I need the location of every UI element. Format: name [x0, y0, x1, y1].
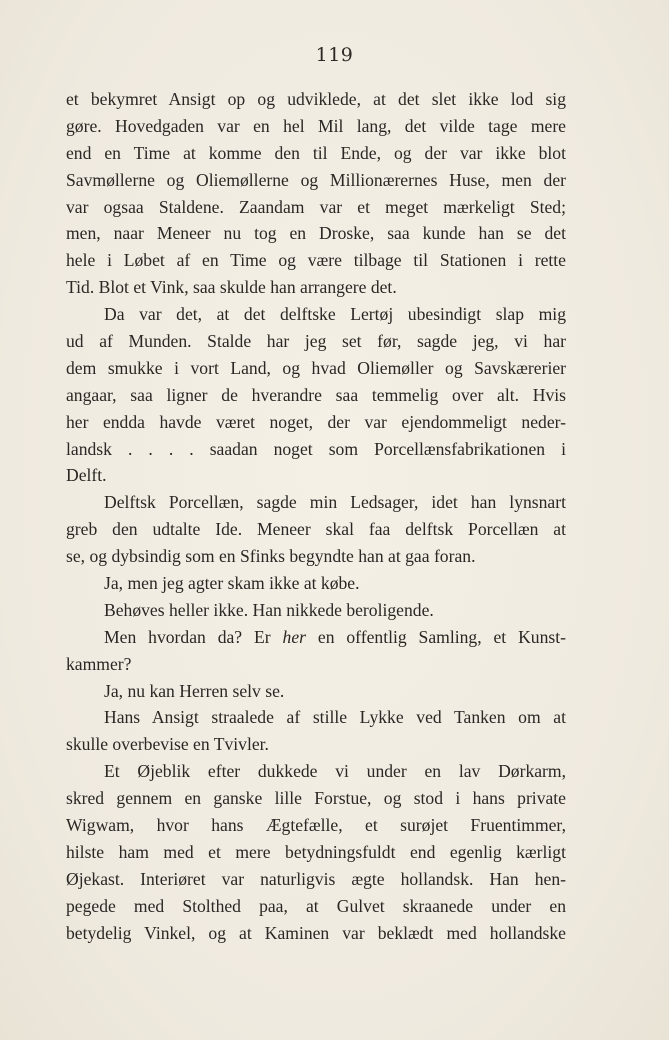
text-line: Da var det, at det delftske Lertøj ubesindigt slap mig	[104, 304, 566, 325]
text-line: Wigwam, hvor hans Ægtefælle, et surøjet Fruentimmer,	[66, 815, 566, 836]
text-line: var ogsaa Staldene. Zaandam var et meget mærkeligt Sted;	[66, 196, 566, 217]
text-line: skred gennem en ganske lille Forstue, og stod i hans private	[66, 788, 566, 809]
text-line: Delftsk Porcellæn, sagde min Ledsager, idet han lynsnart	[104, 492, 566, 513]
text-line: Hans Ansigt straalede af stille Lykke ved Tanken om at	[104, 707, 566, 728]
text-line: her endda havde været noget, der var ejendommeligt neder-	[66, 411, 566, 432]
text-line: hilste ham med et mere betydningsfuldt end egenlig kærligt	[66, 841, 566, 862]
text-line: kammer?	[66, 653, 132, 674]
text-segment: Men hvordan da? Er	[104, 626, 283, 647]
text-line: Ja, men jeg agter skam ikke at købe.	[104, 573, 360, 594]
body-text	[66, 86, 566, 947]
text-line: betydelig Vinkel, og at Kaminen var beklædt med hollandske	[66, 922, 566, 943]
text-segment: en offentlig Samling, et Kunst-	[305, 626, 566, 647]
text-line: Tid. Blot et Vink, saa skulde han arrangere det.	[66, 277, 397, 298]
text-line: hele i Løbet af en Time og være tilbage til Stationen i rette	[66, 250, 566, 271]
text-line: landsk . . . . saadan noget som Porcellænsfabrikationen i	[66, 438, 566, 459]
text-line: greb den udtalte Ide. Meneer skal faa delftsk Porcellæn at	[66, 519, 566, 540]
text-line: se, og dybsindig som en Sfinks begyndte han at gaa foran.	[66, 546, 476, 567]
emphasized-word: her	[282, 626, 306, 647]
text-line: angaar, saa ligner de hverandre saa temmelig over alt. Hvis	[66, 384, 566, 405]
text-line: ud af Munden. Stalde har jeg set før, sagde jeg, vi har	[66, 331, 566, 352]
text-line: gøre. Hovedgaden var en hel Mil lang, det vilde tage mere	[66, 115, 566, 136]
text-line: Behøves heller ikke. Han nikkede beroligende.	[104, 599, 434, 620]
text-line: Øjekast. Interiøret var naturligvis ægte hollandsk. Han hen-	[66, 868, 566, 889]
text-line: Ja, nu kan Herren selv se.	[104, 680, 285, 701]
text-line: pegede med Stolthed paa, at Gulvet skraanede under en	[66, 895, 566, 916]
page-number: 119	[315, 44, 354, 66]
text-line: dem smukke i vort Land, og hvad Oliemøller og Savskærerier	[66, 357, 566, 378]
text-line: end en Time at komme den til Ende, og der var ikke blot	[66, 142, 566, 163]
text-line: et bekymret Ansigt op og udviklede, at det slet ikke lod sig	[66, 89, 566, 109]
text-line: Et Øjeblik efter dukkede vi under en lav Dørkarm,	[104, 761, 566, 782]
text-line: Delft.	[66, 465, 107, 486]
text-line: Savmøllerne og Oliemøllerne og Millionærernes Huse, men der	[66, 169, 566, 190]
text-line	[66, 624, 566, 651]
text-line: skulle overbevise en Tvivler.	[66, 734, 269, 755]
text-line: men, naar Meneer nu tog en Droske, saa kunde han se det	[66, 223, 566, 244]
